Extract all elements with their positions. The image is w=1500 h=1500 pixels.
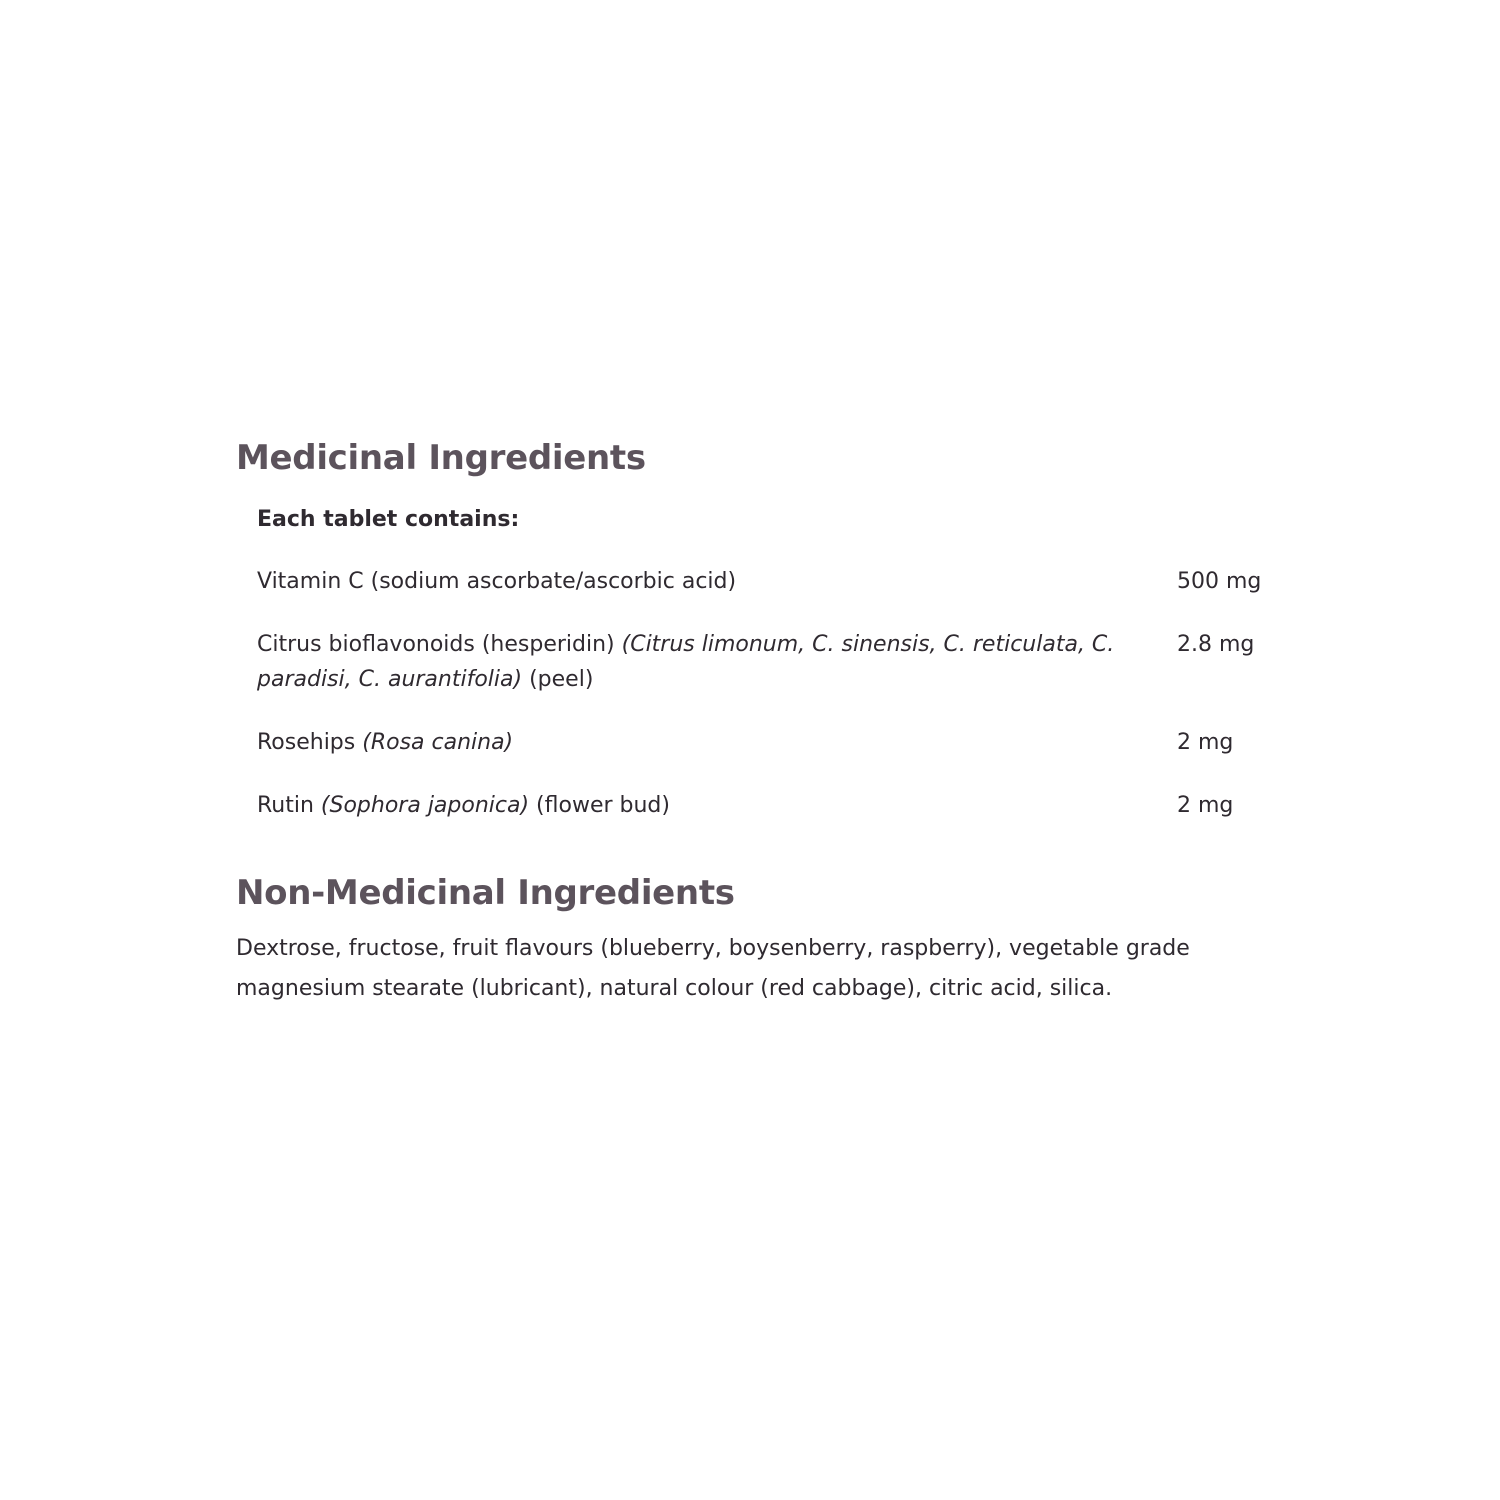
ingredient-row <box>257 564 1296 599</box>
ingredient-name-part: Rutin <box>257 793 321 818</box>
ingredient-latin-name: (Rosa canina) <box>362 730 514 755</box>
ingredient-name <box>257 564 1177 599</box>
ingredient-latin-name: (Sophora japonica) <box>320 793 530 818</box>
ingredient-amount: 500 mg <box>1177 569 1262 594</box>
ingredient-name-part: Citrus bioflavonoids (hesperidin) <box>257 632 622 657</box>
ingredient-name-part: Rosehips <box>257 730 363 755</box>
medicinal-ingredients-section <box>236 504 1296 823</box>
ingredient-latin-name: (Citrus limonum, C. sinensis, C. reticulata, C. paradisi, C. aurantifolia) <box>257 632 1115 692</box>
ingredients-panel <box>236 432 1296 1009</box>
ingredient-name <box>257 788 1177 823</box>
ingredient-row <box>257 627 1296 697</box>
ingredient-name-part: (peel) <box>522 667 594 692</box>
ingredient-amount: 2 mg <box>1177 793 1234 818</box>
ingredient-name <box>257 627 1177 697</box>
ingredient-amount: 2.8 mg <box>1177 632 1255 657</box>
ingredient-amount: 2 mg <box>1177 730 1234 755</box>
non-medicinal-ingredients-text: Dextrose, fructose, fruit flavours (blueberry, boysenberry, raspberry), vegetable grade magnesium stearate (lubricant), natural colour (red cabbage), citric acid, silica. <box>236 936 1190 1001</box>
ingredient-name-part: Vitamin C (sodium ascorbate/ascorbic acid) <box>257 569 737 594</box>
non-medicinal-ingredients-heading: Non-Medicinal Ingredients <box>236 873 735 913</box>
ingredient-row <box>257 788 1296 823</box>
medicinal-ingredients-heading: Medicinal Ingredients <box>236 438 646 478</box>
each-tablet-intro: Each tablet contains: <box>257 507 520 532</box>
ingredient-name <box>257 725 1177 760</box>
ingredient-row <box>257 725 1296 760</box>
ingredient-list <box>257 564 1296 823</box>
ingredient-name-part: (flower bud) <box>529 793 670 818</box>
